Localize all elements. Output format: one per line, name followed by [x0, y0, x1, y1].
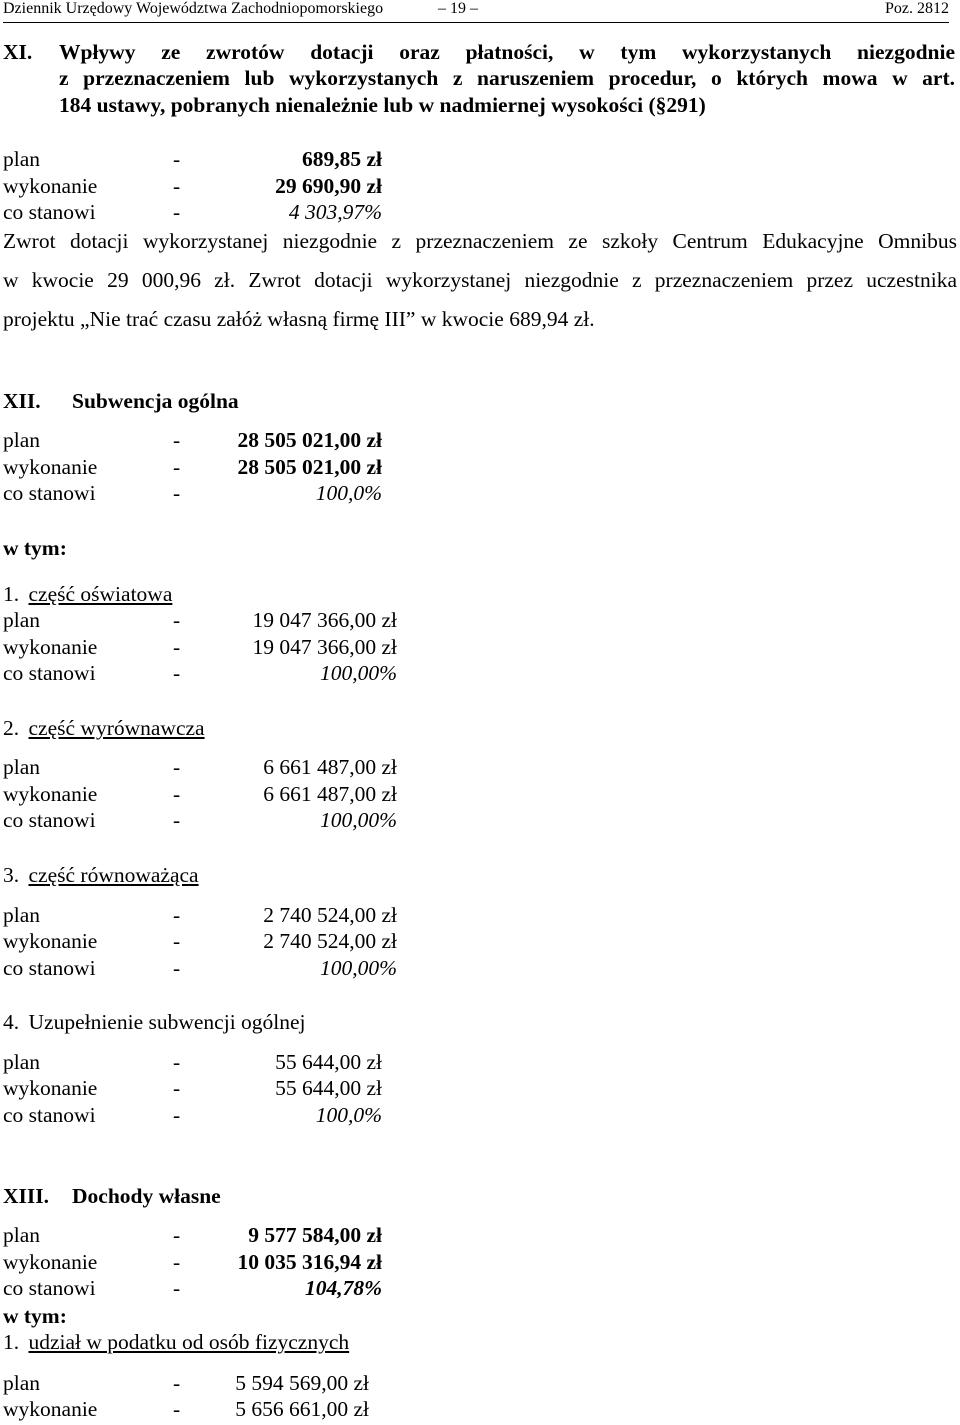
execution-label: wykonanie [3, 455, 98, 479]
execution-label: wykonanie [3, 929, 98, 953]
percentage-label: co stanowi [3, 200, 96, 224]
journal-title: Dziennik Urzędowy Województwa Zachodniopomorskiego [3, 0, 384, 17]
dash: - [173, 1050, 181, 1074]
part-heading [3, 863, 199, 888]
dash: - [173, 1223, 181, 1247]
plan-label: plan [3, 1371, 41, 1395]
dash: - [173, 481, 181, 505]
dash: - [173, 808, 181, 832]
w-tym-label: w tym: [3, 1304, 67, 1328]
part-title: część wyrównawcza [28, 716, 205, 740]
part-number: 2. [3, 716, 20, 740]
dash: - [173, 1250, 181, 1274]
page-number: – 19 – [438, 0, 478, 17]
plan-value: 19 047 366,00 zł [252, 608, 397, 632]
dash: - [173, 782, 181, 806]
percentage-value: 100,0% [315, 481, 382, 505]
dash: - [173, 1103, 181, 1127]
plan-value: 2 740 524,00 zł [263, 903, 397, 927]
part-number: 1. [3, 1330, 20, 1354]
execution-value: 28 505 021,00 zł [237, 455, 382, 479]
explanation-paragraph [3, 222, 957, 339]
plan-value: 6 661 487,00 zł [263, 755, 397, 779]
plan-value: 28 505 021,00 zł [237, 428, 382, 452]
dash: - [173, 428, 181, 452]
dash: - [173, 956, 181, 980]
plan-value: 5 594 569,00 zł [235, 1371, 369, 1395]
section-title-line: 184 ustawy, pobranych nienależnie lub w nadmiernej wysokości (§291) [59, 93, 706, 117]
section-title: Subwencja ogólna [72, 389, 239, 413]
part-heading [3, 1010, 306, 1035]
execution-value: 6 661 487,00 zł [263, 782, 397, 806]
section-xi-heading [3, 39, 955, 119]
plan-label: plan [3, 1050, 41, 1074]
dash: - [173, 200, 181, 224]
section-number: XI. [3, 40, 33, 64]
plan-value: 55 644,00 zł [275, 1050, 382, 1074]
execution-label: wykonanie [3, 1397, 98, 1421]
plan-label: plan [3, 755, 41, 779]
dash: - [173, 455, 181, 479]
dash: - [173, 174, 181, 198]
section-xii-heading [3, 388, 955, 414]
percentage-value: 104,78% [304, 1276, 382, 1300]
part-number: 4. [3, 1010, 20, 1034]
percentage-label: co stanowi [3, 1276, 96, 1300]
percentage-value: 4 303,97% [288, 200, 382, 224]
percentage-value: 100,00% [319, 661, 397, 685]
part-number: 1. [3, 582, 20, 606]
dash: - [173, 635, 181, 659]
execution-value: 55 644,00 zł [275, 1076, 382, 1100]
execution-value: 29 690,90 zł [275, 174, 382, 198]
execution-value: 10 035 316,94 zł [237, 1250, 382, 1274]
plan-label: plan [3, 608, 41, 632]
w-tym-label: w tym: [3, 536, 67, 560]
plan-label: plan [3, 428, 41, 452]
percentage-label: co stanowi [3, 808, 96, 832]
dash: - [173, 929, 181, 953]
execution-value: 19 047 366,00 zł [252, 635, 397, 659]
part-title: część równoważąca [28, 863, 199, 887]
paragraph-line: projektu „Nie trać czasu załóż własną firmę III” w kwocie 689,94 zł. [3, 307, 595, 331]
execution-label: wykonanie [3, 1250, 98, 1274]
part-heading [3, 582, 172, 607]
section-xiii-heading [3, 1183, 955, 1209]
dash: - [173, 661, 181, 685]
dash: - [173, 1076, 181, 1100]
percentage-label: co stanowi [3, 481, 96, 505]
plan-value: 9 577 584,00 zł [248, 1223, 382, 1247]
dash: - [173, 147, 181, 171]
part-heading [3, 716, 205, 741]
percentage-value: 100,00% [319, 808, 397, 832]
section-number: XII. [3, 389, 41, 413]
percentage-value: 100,0% [315, 1103, 382, 1127]
execution-label: wykonanie [3, 174, 98, 198]
dash: - [173, 1397, 181, 1421]
plan-label: plan [3, 903, 41, 927]
section-number: XIII. [3, 1184, 50, 1208]
plan-label: plan [3, 1223, 41, 1247]
paragraph-line: Zwrot dotacji wykorzystanej niezgodnie z przeznaczeniem ze szkoły Centrum Edukacyjne Omnibus [3, 229, 957, 253]
percentage-label: co stanowi [3, 956, 96, 980]
percentage-label: co stanowi [3, 661, 96, 685]
part-number: 3. [3, 863, 20, 887]
section-title-line: z przeznaczeniem lub wykorzystanych z naruszeniem procedur, o których mowa w art. [59, 66, 955, 90]
execution-value: 2 740 524,00 zł [263, 929, 397, 953]
part-title: udział w podatku od osób fizycznych [28, 1330, 350, 1354]
page-header [3, 0, 949, 23]
dash: - [173, 755, 181, 779]
dash: - [173, 1371, 181, 1395]
percentage-label: co stanowi [3, 1103, 96, 1127]
dash: - [173, 903, 181, 927]
execution-value: 5 656 661,00 zł [235, 1397, 369, 1421]
dash: - [173, 1276, 181, 1300]
part-title: część oświatowa [28, 582, 173, 606]
section-title: Dochody własne [72, 1184, 221, 1208]
position-number: Poz. 2812 [885, 0, 949, 17]
execution-label: wykonanie [3, 635, 98, 659]
part-heading [3, 1330, 349, 1355]
plan-label: plan [3, 147, 41, 171]
execution-label: wykonanie [3, 782, 98, 806]
paragraph-line: w kwocie 29 000,96 zł. Zwrot dotacji wykorzystanej niezgodnie z przeznaczeniem przez uczestnika [3, 268, 957, 292]
part-title: Uzupełnienie subwencji ogólnej [28, 1010, 306, 1034]
plan-value: 689,85 zł [301, 147, 382, 171]
dash: - [173, 608, 181, 632]
execution-label: wykonanie [3, 1076, 98, 1100]
section-title-line: Wpływy ze zwrotów dotacji oraz płatności, w tym wykorzystanych niezgodnie [59, 40, 955, 64]
percentage-value: 100,00% [319, 956, 397, 980]
